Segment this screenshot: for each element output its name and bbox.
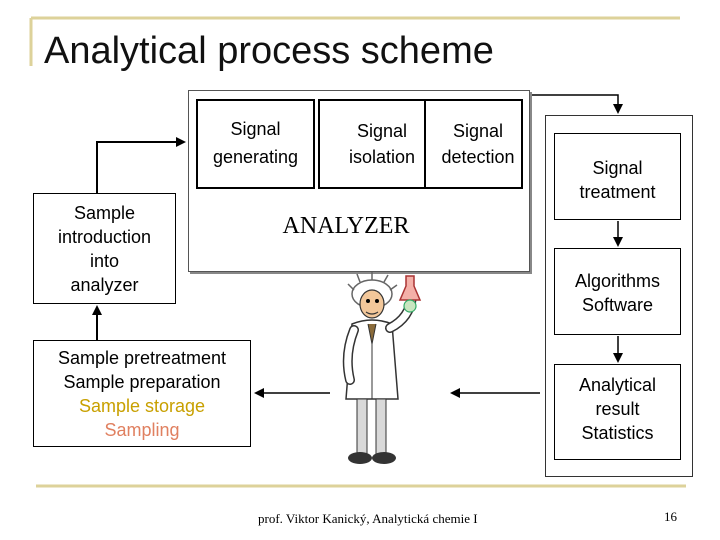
sample-introduction-line3: into — [89, 251, 120, 271]
algorithms-line2: Software — [581, 295, 654, 315]
analyzer-label: ANALYZER — [282, 213, 410, 239]
sample-step-sampling: Sampling — [104, 420, 180, 440]
arrow-analyzer-to-treatment — [532, 95, 618, 112]
analytical-result-line1: Analytical — [578, 375, 657, 395]
sample-introduction-line1: Sample — [73, 203, 136, 223]
signal-isolation-line1: Signal — [356, 121, 408, 141]
footer-credit: prof. Viktor Kanický, Analytická chemie I — [258, 511, 478, 526]
analytical-result-line3: Statistics — [581, 423, 654, 443]
sample-step-pretreatment: Sample pretreatment — [57, 348, 227, 368]
signal-generating-line2: generating — [212, 147, 299, 167]
signal-detection-line1: Signal — [452, 121, 504, 141]
sample-introduction-line2: introduction — [57, 227, 152, 247]
signal-isolation-line2: isolation — [348, 147, 416, 167]
signal-detection-line2: detection — [441, 147, 515, 167]
sample-introduction-line4: analyzer — [70, 275, 139, 295]
sample-step-storage: Sample storage — [78, 396, 206, 416]
page-number: 16 — [664, 509, 677, 524]
signal-treatment-line1: Signal — [592, 158, 643, 178]
arrow-introduction-to-analyzer — [97, 142, 184, 193]
page-title: Analytical process scheme — [44, 30, 494, 72]
scientist-icon — [330, 272, 440, 480]
algorithms-line1: Algorithms — [574, 271, 661, 291]
signal-treatment-line2: treatment — [579, 182, 656, 202]
sample-step-preparation: Sample preparation — [63, 372, 221, 392]
analytical-result-line2: result — [595, 399, 640, 419]
signal-generating-line1: Signal — [230, 119, 281, 139]
